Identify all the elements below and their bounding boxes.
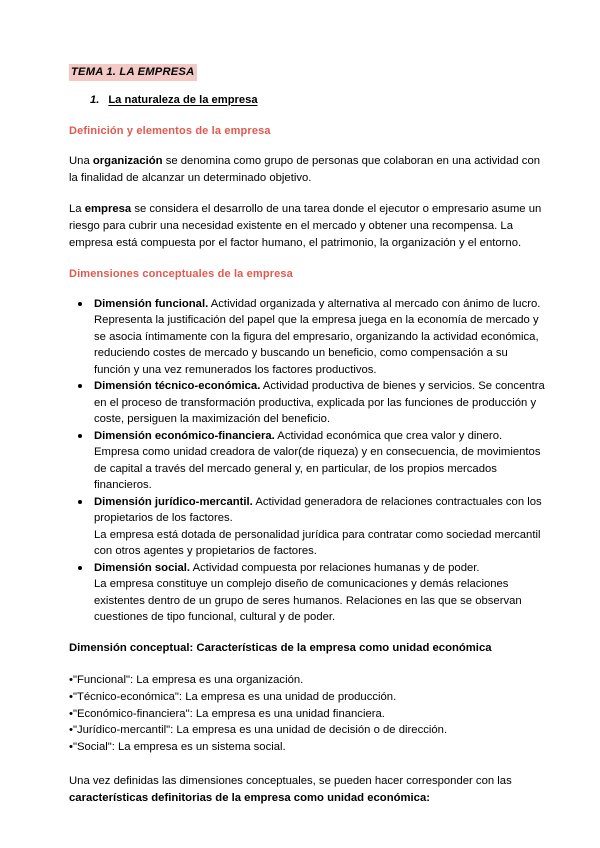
subheading-dimensiones: Dimensiones conceptuales de la empresa xyxy=(69,267,293,280)
section-heading-1 xyxy=(69,93,546,108)
list-item: •"Jurídico-mercantil": La empresa es una unidad de decisión o de dirección. xyxy=(69,724,448,737)
bullet-dot-icon xyxy=(78,566,82,570)
list-item: •"Social": La empresa es un sistema social. xyxy=(69,740,286,753)
list-item: •"Económico-financiera": La empresa es una unidad financiera. xyxy=(69,707,385,720)
term-organizacion: organización xyxy=(92,154,163,167)
dimension-text: Actividad económica que crea valor y dinero. Empresa como unidad creadora de valor(de riqueza) y en consecuencia, de movimientos de capital a través del mercado general y, en particular, de los propios mercados financieros. xyxy=(94,429,541,492)
list-item xyxy=(69,428,546,494)
closing-paragraph xyxy=(69,773,546,806)
list-item: •"Técnico-económica": La empresa es una unidad de producción. xyxy=(69,690,397,703)
paragraph-organizacion-part2: se denomina como grupo de personas que colaboran en una actividad con la finalidad de alcanzar un determinado objetivo. xyxy=(69,154,541,184)
paragraph-organizacion-part1: Una xyxy=(69,154,93,167)
section-number: 1. xyxy=(90,93,100,106)
bullet-dot-icon xyxy=(78,434,82,438)
list-item xyxy=(69,378,546,427)
dimension-label: Dimensión social. xyxy=(94,561,191,574)
dimension-extra: La empresa está dotada de personalidad jurídica para contratar como sociedad mercantil con otros agentes y propietarios de factores. xyxy=(94,528,541,558)
dimension-text: Actividad generadora de relaciones contractuales con los propietarios de los factores. xyxy=(94,495,542,525)
bullet-dot-icon xyxy=(78,302,82,306)
paragraph-empresa-part2: se considera el desarrollo de una tarea donde el ejecutor o empresario asume un riesgo para cubrir una necesidad existente en el mercado y obtener una recompensa. La empresa está compuesta por el factor humano, el patrimonio, la organización y el entorno. xyxy=(69,203,542,249)
list-item xyxy=(69,560,546,626)
closing-emphasis: características definitorias de la empresa como unidad económica: xyxy=(69,791,431,804)
dimension-label: Dimensión económico-financiera. xyxy=(94,429,275,442)
dimension-text: Actividad productiva de bienes y servicios. Se concentra en el proceso de transformación productiva, explicada por las funciones de producción y coste, persiguen la maximización del beneficio. xyxy=(94,380,545,426)
term-empresa: empresa xyxy=(84,203,132,216)
dimension-text: Actividad compuesta por relaciones humanas y de poder. xyxy=(190,561,480,574)
subheading-definicion: Definición y elementos de la empresa xyxy=(69,124,271,137)
dimension-label: Dimensión técnico-económica. xyxy=(94,380,261,393)
closing-part1: Una vez definidas las dimensiones conceptuales, se pueden hacer corresponder con las xyxy=(69,775,512,788)
section-title: La naturaleza de la empresa xyxy=(108,93,258,106)
bullet-dot-icon xyxy=(78,500,82,504)
document-title: TEMA 1. LA EMPRESA xyxy=(69,64,197,81)
list-item xyxy=(69,494,546,560)
list-item xyxy=(69,296,546,378)
dimension-text: Actividad organizada y alternativa al mercado con ánimo de lucro. Representa la justificación del papel que la empresa juega en la economía de mercado y se asocia íntimamente con la figura del empresario, organizando la actividad económica, reduciendo costes de mercado y buscando un beneficio, como compensación a su función y una vez remunerados los factores productivos. xyxy=(94,297,541,376)
paragraph-empresa xyxy=(69,201,546,251)
dimension-extra: La empresa constituye un complejo diseño de comunicaciones y demás relaciones existentes dentro de un grupo de seres humanos. Relaciones en las que se observan cuestiones de tipo funcional, cultural y de poder. xyxy=(94,578,522,624)
list-item: •"Funcional": La empresa es una organización. xyxy=(69,674,304,687)
subheading-unidad-economica: Dimensión conceptual: Características de la empresa como unidad económica xyxy=(69,641,492,654)
paragraph-empresa-part1: La xyxy=(69,203,85,216)
bullet-dot-icon xyxy=(78,384,82,388)
characteristics-list xyxy=(69,672,546,755)
dimensions-list xyxy=(69,296,546,626)
dimension-label: Dimensión jurídico-mercantil. xyxy=(94,495,253,508)
paragraph-organizacion xyxy=(69,153,546,186)
dimension-label: Dimensión funcional. xyxy=(94,297,209,310)
